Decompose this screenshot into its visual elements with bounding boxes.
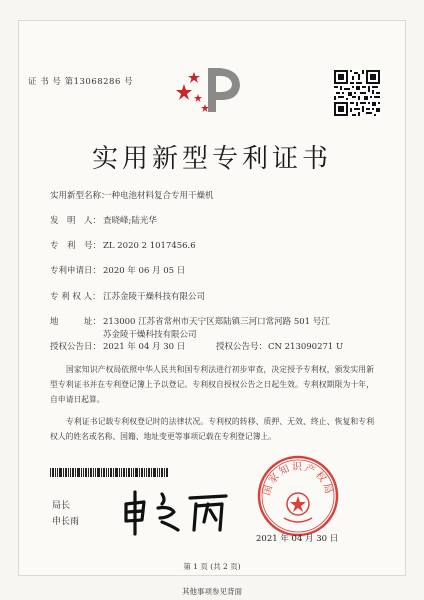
name-label: 实用新型名称： (50, 191, 110, 201)
director-title: 局长 (52, 501, 71, 511)
grant-number-label: 授权公告号： (216, 342, 268, 352)
barcode-icon (50, 468, 168, 477)
certificate-title: 实用新型专利证书 (91, 144, 332, 174)
filing-date-label: 专利申请日： (50, 266, 102, 276)
grant-number-value: CN 213090271 U (268, 342, 344, 352)
notice-paragraph-2: 专利证书记载专利权登记时的法律状况。专利权的转移、质押、无效、终止、恢复和专利权人的姓名或名称、国籍、地址变更等事项记载在专利登记簿上。 (50, 417, 374, 441)
seal-date: 2021 年 04 月 30 日 (256, 534, 339, 544)
patent-number-value: ZL 2020 2 1017456.6 (103, 241, 196, 251)
name-value: 一种电池材料复合专用干燥机 (103, 191, 214, 201)
address-label: 地 址： (50, 317, 102, 327)
cnipa-emblem-icon (174, 64, 250, 114)
page-number: 第 1 页 (共 2 页) (183, 562, 241, 571)
grant-date-label: 授权公告日： (50, 342, 102, 352)
inventor-value: 查晓峰;陆光华 (103, 216, 157, 226)
patentee-value: 江苏金陵干燥科技有限公司 (103, 292, 206, 302)
qr-code-icon (334, 70, 380, 116)
patent-number-label: 专 利 号： (50, 241, 102, 251)
certificate-number: 证 书 号 第13068286 号 (28, 77, 134, 87)
seal-text: 国家知识产权局 (261, 462, 335, 497)
footer-note: 其他事项参见背面 (182, 587, 242, 596)
inventor-label: 发 明 人： (50, 216, 102, 226)
filing-date-value: 2020 年 06 月 05 日 (103, 266, 186, 276)
patentee-label: 专 利 权 人： (50, 292, 101, 302)
official-seal-icon (256, 454, 340, 538)
director-signature (118, 488, 233, 536)
director-name: 申长雨 (52, 517, 80, 527)
address-value: 213000 江苏省常州市天宁区郑陆镇三河口常河路 501 号江苏金陵干燥科技有限公司 (103, 317, 330, 340)
grant-date-value: 2021 年 04 月 30 日 (103, 342, 186, 352)
notice-paragraph-1: 国家知识产权局依照中华人民共和国专利法进行初步审查，决定授予专利权，颁发实用新型专利证书并在专利登记簿上予以登记。专利权自授权公告之日起生效。专利权期限为十年，自申请日起算。 (50, 365, 374, 404)
